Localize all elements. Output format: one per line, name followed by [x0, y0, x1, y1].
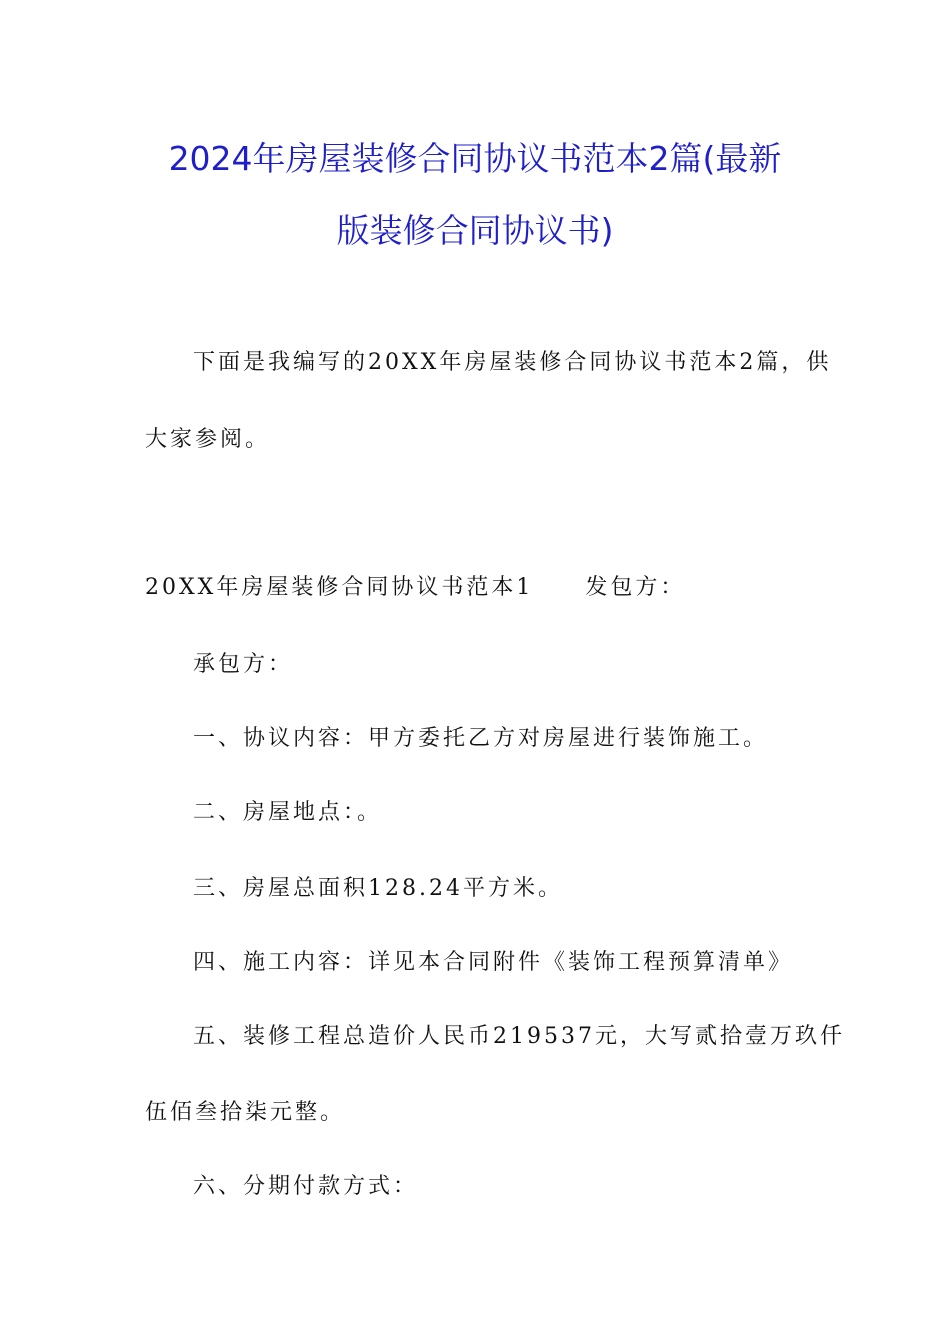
clause-5-line-1: 五、装修工程总造价人民币219537元，大写贰拾壹万玖仟 [193, 1024, 845, 1049]
document-title-line-2: 版装修合同协议书) [336, 211, 614, 250]
clause-3: 三、房屋总面积128.24平方米。 [193, 876, 563, 901]
document-title-line-1: 2024年房屋装修合同协议书范本2篇(最新 [168, 139, 782, 178]
intro-paragraph-line-2: 大家参阅。 [145, 427, 271, 452]
section-heading-row [145, 570, 685, 601]
party-b-label: 承包方： [193, 652, 294, 677]
clause-1: 一、协议内容：甲方委托乙方对房屋进行装饰施工。 [193, 726, 769, 751]
clause-4: 四、施工内容：详见本合同附件《装饰工程预算清单》 [193, 950, 794, 975]
clause-2: 二、房屋地点：。 [193, 800, 383, 825]
party-a-label: 发包方： [585, 575, 686, 600]
clause-5-line-2: 伍佰叁拾柒元整。 [145, 1100, 346, 1125]
intro-paragraph-line-1: 下面是我编写的20XX年房屋装修合同协议书范本2篇，供 [193, 350, 832, 375]
section-heading: 20XX年房屋装修合同协议书范本1 [145, 575, 534, 600]
clause-6: 六、分期付款方式： [193, 1174, 419, 1199]
